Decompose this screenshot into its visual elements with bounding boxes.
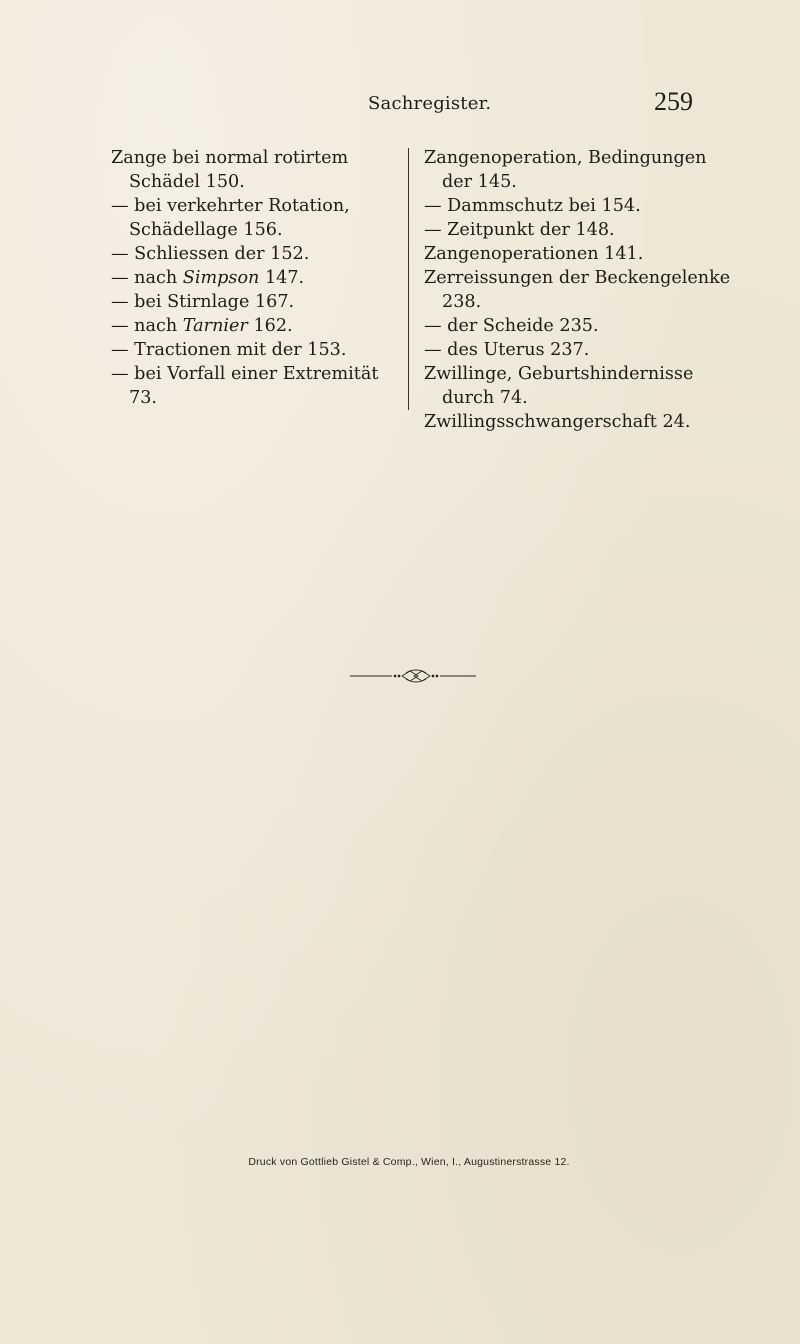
index-entry: Zange bei normal rotirtem Schädel 150. [111,148,349,192]
index-column-left [111,146,411,410]
index-entry: — Tractionen mit der 153. [111,340,347,360]
index-entry: — nach Simpson 147. [111,268,305,288]
page-header [0,86,800,130]
author-name: Simpson [182,268,260,288]
index-entry: Zangenoperationen 141. [424,244,644,264]
index-entry: — Dammschutz bei 154. [424,196,641,216]
running-head: Sachregister. [368,93,492,114]
index-entry: — Schliessen der 152. [111,244,310,264]
index-entry: — bei Stirnlage 167. [111,292,295,312]
page-number: 259 [654,87,693,116]
index-entry: — Zeitpunkt der 148. [424,220,615,240]
index-entry: — nach Tarnier 162. [111,316,293,336]
index-entry: — bei verkehrter Rotation, Schädellage 156. [111,196,350,240]
printer-imprint: Druck von Gottlieb Gistel & Comp., Wien, I., Augustinerstrasse 12. [248,1156,570,1168]
index-entry: Zangenoperation, Bedingungen der 145. [424,148,707,192]
index-entry: — bei Vorfall einer Extremität 73. [111,364,379,408]
index-entry: Zwillingsschwangerschaft 24. [424,412,691,432]
end-ornament-icon [348,664,478,688]
index-column-right [424,146,734,434]
index-entry: Zerreissungen der Beckengelenke 238. [424,268,731,312]
column-divider [408,148,409,410]
author-name: Tarnier [182,316,248,336]
index-entry: — des Uterus 237. [424,340,590,360]
index-entry: Zwillinge, Geburtshindernisse durch 74. [424,364,694,408]
index-entry: — der Scheide 235. [424,316,599,336]
